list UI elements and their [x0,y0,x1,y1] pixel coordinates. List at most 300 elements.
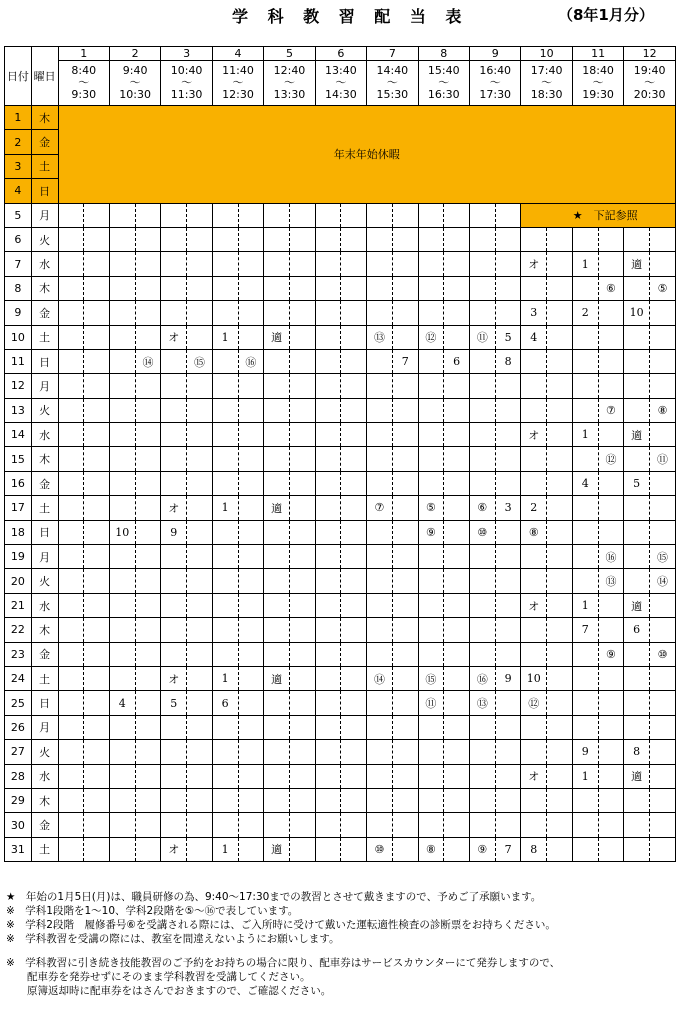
empty-cell [392,740,418,764]
empty-cell [444,252,470,276]
class-entry: 6 [444,349,470,373]
slot-sep: ～ [592,76,604,89]
class-entry: ⑪ [470,325,496,349]
slot-start: 19:40 [633,64,666,77]
empty-cell [367,301,393,325]
day-number: 11 [5,349,32,373]
empty-cell [161,252,187,276]
empty-cell [84,496,110,520]
class-entry: 4 [521,325,547,349]
empty-cell [212,227,238,251]
day-of-week: 木 [31,106,58,130]
empty-cell [521,545,547,569]
empty-cell [495,520,521,544]
empty-cell [58,276,84,300]
day-row [5,764,676,788]
class-entry: 適 [624,593,650,617]
empty-cell [135,642,161,666]
empty-cell [161,471,187,495]
class-entry: 適 [264,666,290,690]
empty-cell [392,471,418,495]
empty-cell [289,569,315,593]
empty-cell [521,349,547,373]
slot-start: 17:40 [530,64,563,77]
empty-cell [598,813,624,837]
day-row [5,666,676,690]
empty-cell [547,569,573,593]
class-entry: ⑥ [470,496,496,520]
class-entry: ⑫ [418,325,444,349]
empty-cell [341,788,367,812]
empty-cell [161,545,187,569]
empty-cell [264,374,290,398]
empty-cell [444,813,470,837]
day-of-week: 土 [31,325,58,349]
empty-cell [521,569,547,593]
empty-cell [264,471,290,495]
day-row [5,423,676,447]
empty-cell [315,349,341,373]
day-of-week: 水 [31,252,58,276]
empty-cell [264,423,290,447]
empty-cell [547,715,573,739]
empty-cell [392,325,418,349]
empty-cell [264,788,290,812]
empty-cell [238,569,264,593]
empty-cell [315,447,341,471]
empty-cell [572,496,598,520]
empty-cell [444,496,470,520]
slot-end: 12:30 [222,88,254,101]
slot-end: 17:30 [479,88,512,101]
empty-cell [212,520,238,544]
empty-cell [109,666,135,690]
empty-cell [161,788,187,812]
empty-cell [289,666,315,690]
empty-cell [547,813,573,837]
empty-cell [238,520,264,544]
empty-cell [547,301,573,325]
slot-end: 18:30 [530,88,563,101]
empty-cell [187,374,213,398]
empty-cell [495,447,521,471]
empty-cell [470,374,496,398]
day-row [5,349,676,373]
day-number: 12 [5,374,32,398]
slot-sep: ～ [386,76,398,89]
slot-end: 16:30 [427,88,460,101]
class-entry: ⑩ [650,642,676,666]
empty-cell [444,740,470,764]
empty-cell [135,301,161,325]
empty-cell [650,813,676,837]
empty-cell [289,301,315,325]
empty-cell [187,203,213,227]
slot-time [264,61,315,106]
empty-cell [547,398,573,422]
empty-cell [264,618,290,642]
note-line: ※ 学科教習に引き続き技能教習のご予約をお持ちの場合に限り、配車券はサービスカウンターにて発券しますので、 [6,957,561,969]
class-entry: ⑩ [367,837,393,861]
empty-cell [135,666,161,690]
empty-cell [470,593,496,617]
empty-cell [650,837,676,861]
empty-cell [212,301,238,325]
empty-cell [84,423,110,447]
empty-cell [418,715,444,739]
slot-time [418,61,469,106]
empty-cell [109,496,135,520]
empty-cell [418,545,444,569]
empty-cell [212,471,238,495]
slot-sep: ～ [541,76,553,89]
empty-cell [84,642,110,666]
empty-cell [238,740,264,764]
class-entry: 1 [572,593,598,617]
empty-cell [470,740,496,764]
empty-cell [547,496,573,520]
day-row [5,837,676,861]
day-of-week: 月 [31,203,58,227]
empty-cell [341,837,367,861]
empty-cell [495,276,521,300]
empty-cell [264,520,290,544]
empty-cell [264,764,290,788]
day-of-week: 水 [31,764,58,788]
slot-number: 7 [367,47,418,61]
class-entry: ⑤ [650,276,676,300]
empty-cell [84,545,110,569]
empty-cell [264,276,290,300]
empty-cell [392,301,418,325]
slot-number: 10 [521,47,572,61]
empty-cell [367,642,393,666]
empty-cell [598,252,624,276]
empty-cell [367,398,393,422]
empty-cell [109,325,135,349]
empty-cell [598,349,624,373]
class-entry: 適 [624,423,650,447]
empty-cell [572,227,598,251]
empty-cell [495,740,521,764]
empty-cell [315,837,341,861]
day-of-week: 日 [31,520,58,544]
empty-cell [521,715,547,739]
empty-cell [58,423,84,447]
empty-cell [495,618,521,642]
empty-cell [264,740,290,764]
empty-cell [109,447,135,471]
day-number: 24 [5,666,32,690]
slot-end: 15:30 [376,88,409,101]
empty-cell [341,349,367,373]
empty-cell [444,691,470,715]
class-entry: ⑯ [238,349,264,373]
empty-cell [650,788,676,812]
empty-cell [444,764,470,788]
empty-cell [109,593,135,617]
empty-cell [84,837,110,861]
empty-cell [547,618,573,642]
page-header [0,4,680,28]
empty-cell [58,837,84,861]
empty-cell [418,227,444,251]
empty-cell [495,227,521,251]
empty-cell [470,447,496,471]
empty-cell [84,227,110,251]
note-line: ★ 年始の1月5日(月)は、職員研修の為、9:40～17:30までの教習とさせて戴きますので、予めご了承願います。 [6,891,542,903]
day-number: 30 [5,813,32,837]
notes-section [6,890,676,998]
empty-cell [315,715,341,739]
day-row [5,545,676,569]
note-line: ※ 学科1段階を1～10、学科2段階を⑤～⑯で表しています。 [6,905,299,917]
empty-cell [135,715,161,739]
empty-cell [109,471,135,495]
empty-cell [495,374,521,398]
empty-cell [187,545,213,569]
empty-cell [598,423,624,447]
day-number: 27 [5,740,32,764]
empty-cell [444,374,470,398]
empty-cell [135,788,161,812]
empty-cell [572,325,598,349]
slot-time [212,61,263,106]
class-entry: 7 [495,837,521,861]
empty-cell [572,691,598,715]
slot-sep: ～ [232,76,244,89]
slot-end: 13:30 [273,88,306,101]
empty-cell [187,520,213,544]
empty-cell [392,423,418,447]
empty-cell [444,715,470,739]
empty-cell [341,227,367,251]
empty-cell [187,423,213,447]
slot-sep: ～ [283,76,295,89]
empty-cell [58,593,84,617]
empty-cell [367,569,393,593]
day-number: 23 [5,642,32,666]
empty-cell [572,276,598,300]
empty-cell [341,398,367,422]
empty-cell [315,203,341,227]
empty-cell [58,715,84,739]
day-of-week: 火 [31,740,58,764]
empty-cell [289,715,315,739]
empty-cell [84,569,110,593]
empty-cell [572,813,598,837]
empty-cell [392,398,418,422]
empty-cell [521,276,547,300]
day-of-week: 土 [31,154,58,178]
empty-cell [315,252,341,276]
empty-cell [418,276,444,300]
empty-cell [547,227,573,251]
empty-cell [650,618,676,642]
empty-cell [495,398,521,422]
empty-cell [367,740,393,764]
schedule-table [4,46,676,862]
empty-cell [289,374,315,398]
empty-cell [58,398,84,422]
empty-cell [212,398,238,422]
day-row [5,618,676,642]
empty-cell [238,545,264,569]
holiday-banner: 年末年始休暇 [58,106,676,204]
empty-cell [84,593,110,617]
slot-start: 15:40 [427,64,460,77]
empty-cell [495,301,521,325]
class-entry: ⑩ [470,520,496,544]
note-line: 原簿返却時に配車券をはさんでおきますので、ご確認ください。 [6,985,332,997]
empty-cell [624,447,650,471]
empty-cell [367,545,393,569]
class-entry: 8 [624,740,650,764]
empty-cell [212,715,238,739]
day-of-week: 木 [31,276,58,300]
empty-cell [238,227,264,251]
empty-cell [392,276,418,300]
empty-cell [58,301,84,325]
empty-cell [187,398,213,422]
empty-cell [238,423,264,447]
empty-cell [547,276,573,300]
empty-cell [444,837,470,861]
slot-start: 13:40 [325,64,357,77]
empty-cell [289,837,315,861]
empty-cell [624,813,650,837]
class-entry: 1 [572,252,598,276]
empty-cell [315,618,341,642]
empty-cell [289,252,315,276]
empty-cell [572,715,598,739]
empty-cell [84,715,110,739]
empty-cell [624,227,650,251]
empty-cell [418,740,444,764]
empty-cell [187,642,213,666]
empty-cell [315,740,341,764]
empty-cell [135,252,161,276]
empty-cell [444,471,470,495]
empty-cell [650,715,676,739]
empty-cell [161,227,187,251]
empty-cell [598,764,624,788]
empty-cell [84,788,110,812]
empty-cell [315,301,341,325]
empty-cell [212,447,238,471]
class-entry: 8 [521,837,547,861]
empty-cell [547,666,573,690]
empty-cell [444,301,470,325]
empty-cell [444,398,470,422]
empty-cell [238,764,264,788]
empty-cell [624,642,650,666]
empty-cell [109,618,135,642]
empty-cell [84,666,110,690]
class-entry: 3 [521,301,547,325]
day-number: 17 [5,496,32,520]
class-entry: ⑮ [650,545,676,569]
empty-cell [84,520,110,544]
empty-cell [161,203,187,227]
empty-cell [84,374,110,398]
empty-cell [521,788,547,812]
day-row [5,325,676,349]
class-entry: 7 [572,618,598,642]
day-number: 21 [5,593,32,617]
empty-cell [418,423,444,447]
empty-cell [418,618,444,642]
empty-cell [598,301,624,325]
empty-cell [135,691,161,715]
empty-cell [58,764,84,788]
empty-cell [289,349,315,373]
empty-cell [521,813,547,837]
empty-cell [341,740,367,764]
day-row [5,301,676,325]
empty-cell [418,642,444,666]
empty-cell [341,545,367,569]
day-row [5,227,676,251]
empty-cell [495,715,521,739]
empty-cell [58,252,84,276]
empty-cell [238,642,264,666]
empty-cell [470,813,496,837]
empty-cell [470,203,496,227]
empty-cell [161,423,187,447]
empty-cell [187,764,213,788]
empty-cell [572,545,598,569]
empty-cell [547,520,573,544]
day-of-week: 土 [31,837,58,861]
empty-cell [495,642,521,666]
day-number: 5 [5,203,32,227]
empty-cell [572,788,598,812]
day-of-week: 日 [31,179,58,203]
class-entry: ⑬ [470,691,496,715]
empty-cell [212,593,238,617]
day-row [5,252,676,276]
empty-cell [109,788,135,812]
empty-cell [238,813,264,837]
slot-start: 16:40 [479,64,512,77]
slot-time [521,61,572,106]
empty-cell [109,813,135,837]
empty-cell [598,691,624,715]
empty-cell [341,593,367,617]
empty-cell [264,569,290,593]
day-of-week: 月 [31,715,58,739]
empty-cell [470,788,496,812]
slot-time [367,61,418,106]
empty-cell [264,691,290,715]
empty-cell [624,569,650,593]
empty-cell [624,788,650,812]
day-row [5,520,676,544]
empty-cell [187,227,213,251]
empty-cell [264,227,290,251]
empty-cell [84,764,110,788]
slot-start: 8:40 [71,64,97,77]
empty-cell [521,227,547,251]
empty-cell [650,740,676,764]
empty-cell [367,227,393,251]
day-of-week: 火 [31,398,58,422]
day-row [5,496,676,520]
empty-cell [547,837,573,861]
empty-cell [187,740,213,764]
class-entry: 10 [109,520,135,544]
